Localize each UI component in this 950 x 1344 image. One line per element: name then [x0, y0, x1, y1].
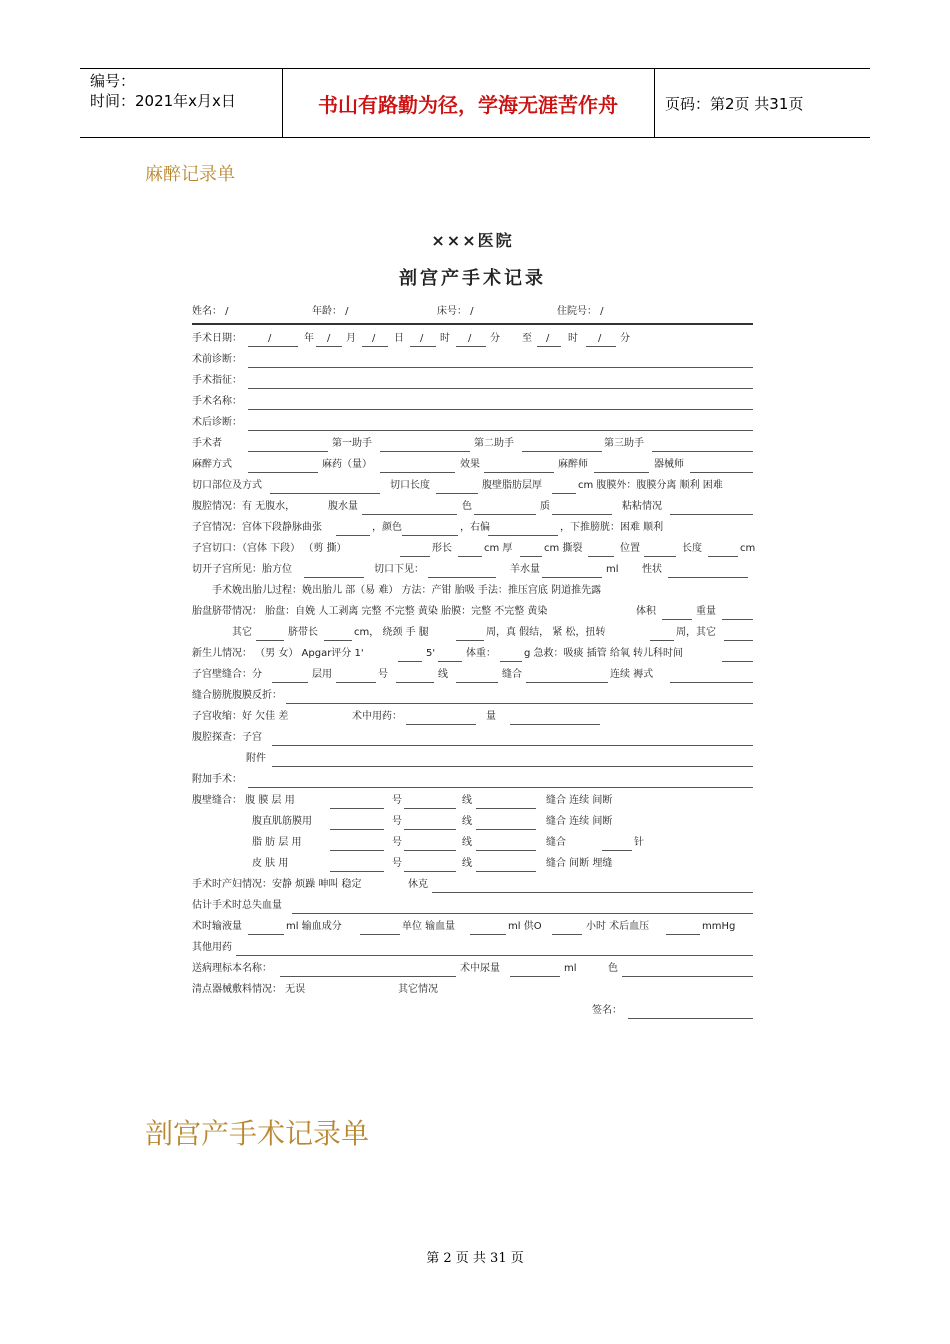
field-label: 缝合 连续 间断 [546, 816, 613, 827]
field-label: ml 输血成分 [286, 921, 342, 932]
form-row-fluids [192, 919, 753, 937]
surgery-record-form [160, 210, 785, 1080]
form-row-count [192, 982, 753, 1000]
field-label: ml [564, 963, 577, 974]
hospital-name: ×××医院 [431, 231, 514, 250]
field-label: 麻醉方式 [192, 459, 232, 470]
form-row-wall [192, 814, 753, 832]
field-label: 缝合 [546, 837, 566, 848]
field-label: 线 [462, 858, 472, 869]
field-label: 线 [462, 795, 472, 806]
minute-label: 分 [490, 333, 500, 344]
header-page-info: 页码：第2页 共31页 [665, 95, 804, 113]
field-label: 手术名称： [192, 396, 242, 407]
field-label: 手术者 [192, 438, 222, 449]
field-label: mmHg [702, 921, 736, 932]
field-label: 腹壁脂肪层厚 [482, 480, 542, 491]
field-label: 5' [426, 648, 436, 659]
page-header [80, 68, 870, 138]
field-label: 腹直肌筋膜用 [252, 816, 312, 827]
field-label: 其它情况 [398, 984, 438, 995]
field-label: 脐带长 [288, 627, 318, 638]
field-label: 线 [462, 816, 472, 827]
field-label: 色 [462, 501, 472, 512]
field-label: 腹壁缝合： 腹 膜 层 用 [192, 795, 295, 806]
field-label: 体重： [466, 648, 496, 659]
bottom-title: 剖宫产手术记录单 [145, 1117, 370, 1150]
form-row-wall [192, 835, 753, 853]
hour-label: 时 [568, 333, 578, 344]
admission-field: 住院号： / [557, 306, 604, 317]
field-label: 腹水量 [328, 501, 358, 512]
form-row-adnexa [192, 751, 753, 769]
date-line: 时间：2021年x月x日 [90, 92, 236, 110]
age-field: 年龄： / [312, 306, 349, 317]
field-label: 针 [634, 837, 644, 848]
field-label: 缝合膀胱腹膜反折： [192, 690, 282, 701]
day-label: 日 [394, 333, 404, 344]
field-label: 性状 [642, 564, 662, 575]
month-label: 月 [346, 333, 356, 344]
field-label: ml [606, 564, 619, 575]
form-row-wall [192, 856, 753, 874]
field-label: g 急救：吸痰 插管 给氧 转儿科时间 [524, 648, 684, 659]
form-row [192, 772, 753, 790]
form-title: 剖宫产手术记录 [399, 268, 546, 289]
bed-field: 床号： / [437, 306, 474, 317]
field-label: 麻醉师 [558, 459, 588, 470]
field-label: 形长 [432, 543, 452, 554]
field-label: 附件 [246, 753, 266, 764]
field-label: cm 厚 [484, 543, 513, 554]
field-label: 第三助手 [604, 438, 644, 449]
divider [192, 323, 753, 325]
field-label: 麻药（量） [322, 459, 372, 470]
form-row [192, 415, 753, 433]
field-label: 线 [438, 669, 448, 680]
field-label: 送病理标本名称： [192, 963, 272, 974]
field-label: 手术指征： [192, 375, 242, 386]
field-label: 号 [392, 837, 402, 848]
slash: / [598, 333, 602, 344]
header-divider [654, 69, 655, 137]
field-label: 质 [540, 501, 550, 512]
form-row [192, 940, 753, 958]
field-label: 手术时产妇情况：安静 烦躁 呻叫 稳定 [192, 879, 362, 890]
field-label: 子宫壁缝合：分 [192, 669, 262, 680]
field-label: 子宫收缩：好 欠佳 差 [192, 711, 289, 722]
form-row-anesthesia [192, 457, 753, 475]
field-label: 体积 [636, 606, 656, 617]
field-label: 术中用药： [352, 711, 402, 722]
field-label: 切口长度 [390, 480, 430, 491]
field-label: ，颜色 [372, 522, 402, 533]
field-label: 清点器械敷料情况： 无误 [192, 984, 306, 995]
form-row-exploration [192, 730, 753, 748]
field-label: 小时 术后血压 [586, 921, 650, 932]
slash: / [546, 333, 550, 344]
field-label: 层用 [312, 669, 332, 680]
header-motto: 书山有路勤为径，学海无涯苦作舟 [318, 92, 618, 117]
form-row-placenta [192, 604, 753, 622]
field-label: 新生儿情况： （男 女） Apgar评分 1' [192, 648, 364, 659]
form-row-suture [192, 667, 753, 685]
serial-label: 编号： [90, 72, 136, 90]
field-label: 连续 褥式 [610, 669, 654, 680]
form-row-date [192, 331, 753, 349]
form-row [192, 688, 753, 706]
form-row [192, 898, 753, 916]
field-label: 位置 [620, 543, 640, 554]
field-label: 子宫切口：（宫体 下段） （剪 撕） [192, 543, 347, 554]
form-row [192, 352, 753, 370]
form-row-cord [192, 625, 753, 643]
form-row-opening [192, 562, 753, 580]
field-label: 附加手术： [192, 774, 242, 785]
signature-label: 签名： [592, 1005, 622, 1016]
field-label: 子宫情况：宫体下段静脉曲张 [192, 522, 322, 533]
field-label: 周，真 假结， 紧 松，扭转 [486, 627, 606, 638]
field-label: 估计手术时总失血量 [192, 900, 282, 911]
slash: / [420, 333, 424, 344]
form-row-surgeons [192, 436, 753, 454]
field-label: 缝合 间断 埋缝 [546, 858, 613, 869]
form-row-uterus [192, 520, 753, 538]
field-label: 术时输液量 [192, 921, 242, 932]
form-row [192, 373, 753, 391]
field-label: 腹腔探查：子宫 [192, 732, 262, 743]
field-label: ml 供O [508, 921, 542, 932]
field-label: cm [740, 543, 756, 554]
field-label: 号 [392, 816, 402, 827]
slash: / [372, 333, 376, 344]
field-label: 号 [392, 858, 402, 869]
form-row-newborn [192, 646, 753, 664]
page-footer: 第 2 页 共 31 页 [426, 1251, 524, 1266]
form-row-uterine-incision [192, 541, 756, 559]
field-label: 周，其它 [676, 627, 716, 638]
slash: / [468, 333, 472, 344]
field-label: 术中尿量 [460, 963, 500, 974]
field-label: ，右偏 [460, 522, 490, 533]
name-field: 姓名： / [192, 306, 229, 317]
field-label: 号 [378, 669, 388, 680]
field-label: 量 [486, 711, 496, 722]
field-label: 脂 肪 层 用 [252, 837, 302, 848]
field-label: 休克 [408, 879, 428, 890]
field-label: 切口部位及方式 [192, 480, 262, 491]
field-label: cm， 绕颈 手 腿 [354, 627, 429, 638]
to-label: 至 [522, 333, 532, 344]
field-label: 器械师 [654, 459, 684, 470]
field-label: 切口下见： [374, 564, 424, 575]
field-label: 重量 [696, 606, 716, 617]
form-row-delivery [212, 583, 753, 601]
year-label: 年 [304, 333, 314, 344]
header-meta [90, 71, 236, 111]
field-label: 胎盘脐带情况： 胎盘：自娩 人工剥离 完整 不完整 黄染 胎膜：完整 不完整 黄染 [192, 606, 548, 617]
date-label: 手术日期： [192, 333, 242, 344]
field-label: 长度 [682, 543, 702, 554]
form-row [192, 394, 753, 412]
field-label: cm 撕裂 [544, 543, 583, 554]
field-label: 第二助手 [474, 438, 514, 449]
field-label: 缝合 [502, 669, 522, 680]
field-label: 术前诊断： [192, 354, 242, 365]
form-row-patient [192, 304, 753, 322]
field-label: 切开子宫所见：胎方位 [192, 564, 292, 575]
field-label: 线 [462, 837, 472, 848]
form-row-contraction [192, 709, 753, 727]
field-label: 色 [608, 963, 618, 974]
slash: / [268, 333, 272, 344]
field-label: 粘粘情况 [622, 501, 662, 512]
field-label: 缝合 连续 间断 [546, 795, 613, 806]
field-label: 其他用药 [192, 942, 232, 953]
field-label: 手术娩出胎儿过程：娩出胎儿 部（易 难） 方法：产钳 胎吸 手法：推压宫底 阴道推先露 [212, 585, 602, 596]
form-row-wall [192, 793, 753, 811]
field-label: 效果 [460, 459, 480, 470]
field-label: 其它 [232, 627, 252, 638]
slash: / [327, 333, 331, 344]
field-label: 腹腔情况：有 无腹水， [192, 501, 296, 512]
hour-label: 时 [440, 333, 450, 344]
field-label: ，下推膀胱：困难 顺利 [560, 522, 664, 533]
form-row-signature [192, 1003, 753, 1021]
form-row-pathology [192, 961, 753, 979]
field-label: 单位 输血量 [402, 921, 456, 932]
form-row-maternal [192, 877, 753, 895]
field-label: 术后诊断： [192, 417, 242, 428]
minute-label: 分 [620, 333, 630, 344]
field-label: 羊水量 [510, 564, 540, 575]
section-title: 麻醉记录单 [145, 164, 235, 185]
field-label: 号 [392, 795, 402, 806]
field-label: cm 腹膜外：腹膜分离 顺利 困难 [578, 480, 723, 491]
form-row-peritoneum [192, 499, 753, 517]
form-row-incision [192, 478, 753, 496]
field-label: 皮 肤 用 [252, 858, 289, 869]
field-label: 第一助手 [332, 438, 372, 449]
